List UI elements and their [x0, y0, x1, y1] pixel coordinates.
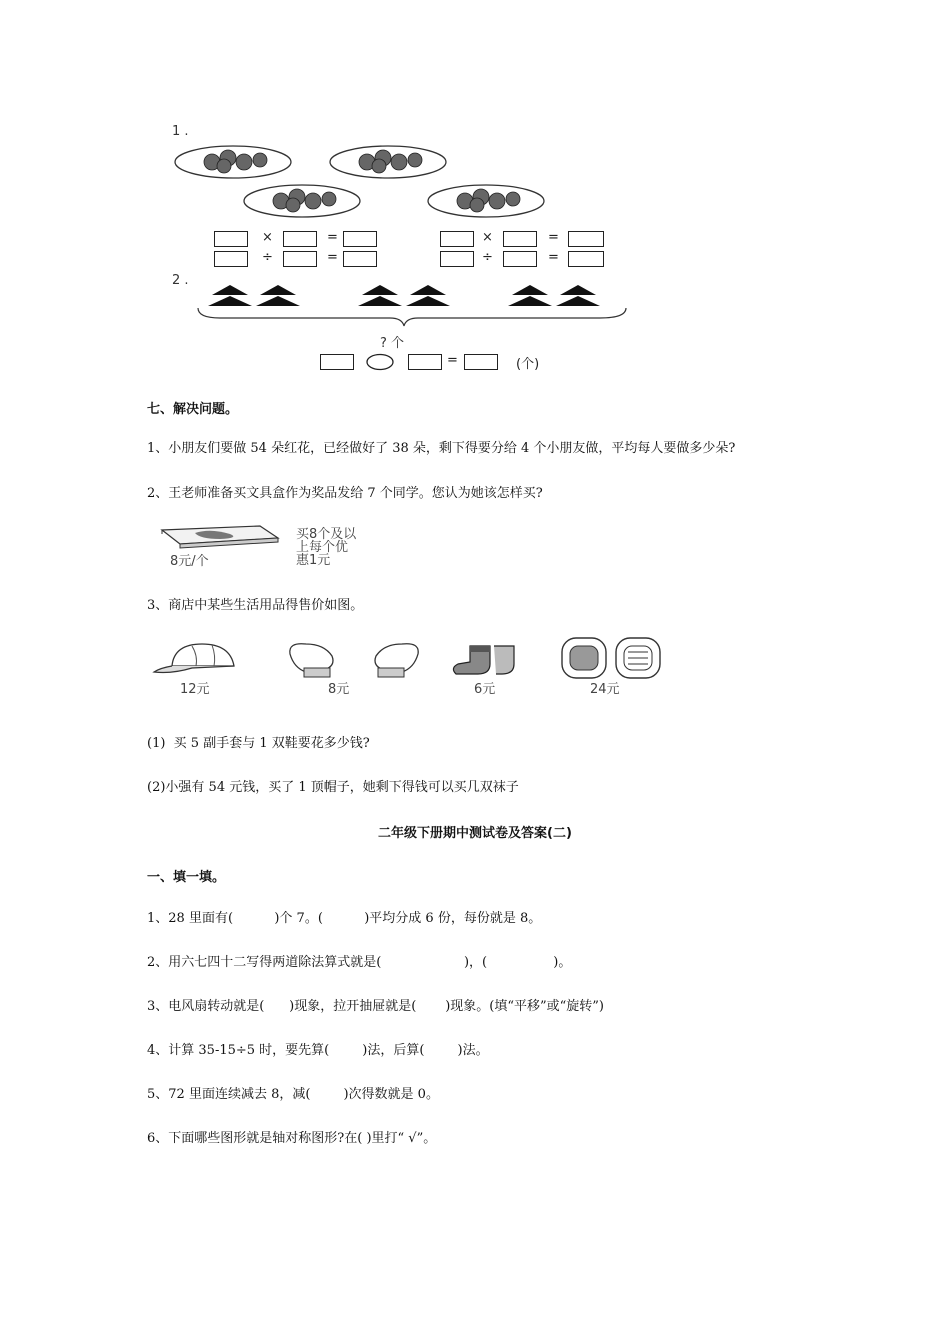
question-2: 2、王老师准备买文具盒作为奖品发给 7 个同学。您认为她该怎样买?	[147, 486, 543, 501]
strawberry-plates-figure	[170, 140, 570, 220]
exam-title: 二年级下册期中测试卷及答案(二)	[378, 826, 572, 841]
socks-icon	[450, 642, 530, 678]
offer-line: 惠1元	[296, 553, 331, 568]
fill-item-3: 3、电风扇转动就是( )现象，拉开抽屉就是( )现象。(填“平移”或“旋转”)	[147, 999, 605, 1014]
answer-box[interactable]	[503, 231, 537, 247]
pencil-case-price: 8元/个	[170, 554, 209, 569]
equals-sign: =	[548, 230, 559, 245]
discount-offer	[296, 528, 356, 567]
triangle-groups-figure	[190, 282, 640, 342]
answer-box[interactable]	[283, 251, 317, 267]
times-sign: ×	[482, 230, 493, 245]
equals-sign: =	[327, 230, 338, 245]
answer-box[interactable]	[283, 231, 317, 247]
brace-label: ? 个	[380, 336, 405, 351]
question-3-sub-2: (2)小强有 54 元钱，买了 1 顶帽子，她剩下得钱可以买几双袜子	[147, 780, 519, 795]
answer-box[interactable]	[464, 354, 498, 370]
gloves-price: 8元	[328, 682, 350, 697]
answer-box[interactable]	[568, 251, 604, 267]
times-sign: ×	[262, 230, 273, 245]
equals-sign: =	[447, 353, 458, 368]
answer-box[interactable]	[503, 251, 537, 267]
question-1: 1、小朋友们要做 54 朵红花，已经做好了 38 朵，剩下得要分给 4 个小朋友做，平均每人要做多少朵?	[147, 441, 736, 456]
question-3: 3、商店中某些生活用品得售价如图。	[147, 598, 364, 613]
answer-box[interactable]	[320, 354, 354, 370]
unit-label: (个)	[516, 357, 540, 372]
socks-price: 6元	[474, 682, 496, 697]
figure-1-label: 1 .	[172, 124, 189, 139]
shoes-price: 24元	[590, 682, 620, 697]
pencil-case-icon	[160, 524, 280, 550]
shoes-icon	[558, 636, 666, 680]
cap-price: 12元	[180, 682, 210, 697]
figure-2-label: 2 .	[172, 273, 189, 288]
offer-line: 买8个及以	[296, 527, 357, 542]
gloves-icon	[284, 640, 424, 680]
fill-item-2: 2、用六七四十二写得两道除法算式就是( )，( )。	[147, 955, 572, 970]
fill-item-6: 6、下面哪些图形就是轴对称图形?在( )里打“ √”。	[147, 1131, 437, 1146]
section-7-heading: 七、解决问题。	[147, 402, 239, 417]
operator-circle[interactable]	[365, 353, 395, 371]
answer-box[interactable]	[568, 231, 604, 247]
divide-sign: ÷	[482, 250, 493, 265]
answer-box[interactable]	[343, 231, 377, 247]
answer-box[interactable]	[343, 251, 377, 267]
equals-sign: =	[548, 250, 559, 265]
divide-sign: ÷	[262, 250, 273, 265]
question-3-sub-1: (1) 买 5 副手套与 1 双鞋要花多少钱?	[147, 736, 370, 751]
equals-sign: =	[327, 250, 338, 265]
section-1-heading: 一、填一填。	[147, 870, 226, 885]
answer-box[interactable]	[440, 231, 474, 247]
answer-box[interactable]	[440, 251, 474, 267]
fill-item-5: 5、72 里面连续减去 8，减( )次得数就是 0。	[147, 1087, 439, 1102]
offer-line: 上每个优	[296, 540, 349, 555]
answer-box[interactable]	[214, 231, 248, 247]
fill-item-4: 4、计算 35-15÷5 时，要先算( )法，后算( )法。	[147, 1043, 489, 1058]
answer-box[interactable]	[408, 354, 442, 370]
fill-item-1: 1、28 里面有( )个 7。( )平均分成 6 份，每份就是 8。	[147, 911, 542, 926]
answer-box[interactable]	[214, 251, 248, 267]
cap-icon	[152, 638, 242, 678]
